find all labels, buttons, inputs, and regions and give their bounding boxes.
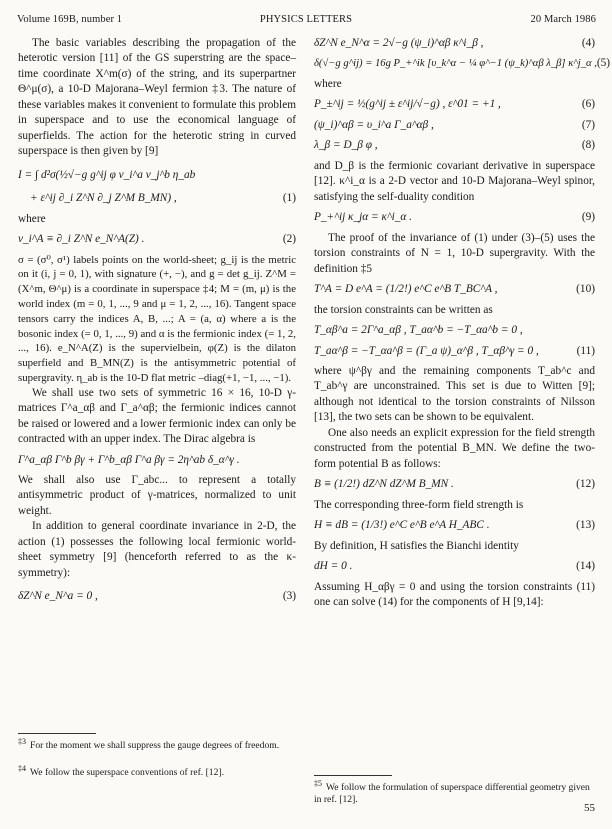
- equation-14: [314, 559, 595, 574]
- equation-number: (4): [581, 37, 595, 49]
- equation-number: (9): [581, 211, 595, 224]
- paragraph-bianchi: By definition, H satisfies the Bianchi identity: [314, 539, 519, 552]
- equation-text: Γ^a_αβ Γ^b βγ + Γ^b_αβ Γ^a βγ = 2η^ab δ_α^γ .: [18, 453, 240, 466]
- equation-number: (14): [576, 560, 595, 573]
- equation-1b: [18, 191, 296, 206]
- equation-number: (5): [596, 57, 611, 70]
- footnote-4: ‡4 We follow the superspace conventions of ref. [12].: [18, 763, 224, 778]
- equation-number: (11): [576, 344, 595, 357]
- equation-13: [314, 518, 595, 533]
- equation-8: [314, 138, 595, 153]
- equation-7: [314, 118, 595, 133]
- equation-text: + ε^ij ∂_i Z^N ∂_j Z^M B_MN) ,: [30, 192, 177, 205]
- equation-text: T^A = D e^A = (1/2!) e^C e^B T_BC^A ,: [314, 283, 498, 296]
- equation-number: (2): [282, 233, 296, 246]
- paragraph-field-strength: One also needs an explicit expression for the field strength constructed from the potential B_MN. We define the two-form potential B as follows:: [314, 426, 595, 470]
- equation-11b: [314, 344, 595, 359]
- equation-number: (7): [581, 118, 595, 131]
- equation-text: T_aα^β = −T_αa^β = (Γ_a ψ)_α^β , T_αβ^γ = 0 ,: [314, 344, 539, 357]
- word-where: where: [18, 212, 46, 225]
- paragraph-gamma-matrices: We shall use two sets of symmetric 16 × 16, 10-D γ-matrices Γ^a_αβ and Γ_a^αβ; the fermionic indices cannot be raised or lowered and a lower fermionic index can only be contracted with an upper index. The Dirac algebra is: [18, 386, 296, 446]
- equation-2: [18, 232, 296, 247]
- footnote-text: For the moment we shall suppress the gauge degrees of freedom.: [30, 740, 280, 751]
- equation-text: T_αβ^a = 2Γ^a_αβ , T_aα^b = −T_αa^b = 0 ,: [314, 324, 523, 337]
- paragraph-antisymmetric: We shall also use Γ_abc... to represent a totally antisymmetric product of γ-matrices, normalized to unit weight.: [18, 474, 296, 517]
- equation-number: (3): [282, 590, 296, 603]
- footnote-5: ‡5 We follow the formulation of superspace differential geometry given in ref. [12].: [314, 778, 590, 806]
- footnote-text: We follow the superspace conventions of ref. [12].: [30, 767, 224, 778]
- equation-number: (1): [282, 192, 296, 205]
- equation-number: (6): [581, 98, 595, 111]
- equation-12: [314, 477, 595, 492]
- equation-text: δZ^N e_N^α = 2√−g (ψ_i)^αβ κ^i_β ,: [314, 37, 484, 49]
- paragraph-assuming: Assuming H_αβγ = 0 and using the torsion constraints (11) one can solve (14) for the components of H [9,14]:: [314, 580, 595, 609]
- equation-number: (8): [581, 139, 595, 152]
- equation-text: δZ^N e_N^a = 0 ,: [18, 590, 98, 603]
- header-volume: Volume 169B, number 1: [17, 14, 123, 25]
- equation-text: I = ∫ d²σ(½√−g g^ij φ v_i^a v_j^b η_ab: [18, 168, 196, 181]
- equation-number: (12): [576, 478, 595, 491]
- paragraph-witten: where ψ^βγ and the remaining components T_ab^c and T_ab^γ are unconstrained. This set is due to Witten [9]; although not identical to the torsion constraints of Nilsson [13], the two sets can be shown to be equivalent.: [314, 365, 595, 424]
- footnote-text: We follow the formulation of superspace differential geometry given in ref. [12].: [314, 782, 590, 806]
- equation-number: (10): [576, 283, 595, 296]
- paragraph-three-form: The corresponding three-form field strength is: [314, 498, 524, 511]
- word-where: where: [314, 77, 342, 90]
- equation-text: H ≡ dB = (1/3!) e^C e^B e^A H_ABC .: [314, 519, 490, 532]
- equation-number: (13): [576, 519, 595, 532]
- paragraph-intro: The basic variables describing the propagation of the heterotic version [11] of the GS superstring are the space–time coordinate X^m(σ) of the string, and its superpartner Θ^μ(σ), a 10-D Majorana–Weyl fermion ‡3. The nature of these variables makes it convenient to formulate this problem in superspace and to use the economical language of superfields. The action for the heterotic string in curved superspace is then given by [9]: [18, 37, 296, 158]
- equation-text: (ψ_i)^αβ = υ_i^a Γ_a^αβ ,: [314, 118, 434, 131]
- equation-1a: [18, 168, 296, 183]
- header-journal: PHYSICS LETTERS: [259, 14, 353, 25]
- paragraph-definitions: σ = (σ⁰, σ¹) labels points on the world-sheet; g_ij is the metric on it (i, j = 0, 1), with signature (+, −), and g = det g_ij. Z^M = (X^m, Θ^μ) is a coordinate in superspace ‡4; M = (m, μ) is the world index (m = 0, 1, ..., 9 and μ = 1, 2, ..., 16). Tangent space tensors carry the indices A, B, ...; A = (a, α) where a is the bosonic index (= 0, 1, ..., 9) and α is the fermionic index (= 1, 2, ..., 16). e_N^A(Z) is the supervielbein, φ(Z) is the dilaton superfield and B_MN(Z) is the antisymmetric potential of supergravity. η_ab is the 10-D flat metric –diag(+1, −1, ..., −1).: [18, 253, 296, 384]
- equation-text: P_±^ij = ½(g^ij ± ε^ij/√−g) , ε^01 = +1 ,: [314, 98, 501, 111]
- equation-6: [314, 97, 595, 112]
- equation-text: P_+^ij κ_jα = κ^i_α .: [314, 211, 413, 224]
- header-date: 20 March 1986: [530, 14, 596, 25]
- equation-4: [314, 36, 595, 51]
- right-column: [314, 36, 611, 611]
- equation-text: v_i^A ≡ ∂_i Z^N e_N^A(Z) .: [18, 233, 145, 246]
- paragraph-covariant-derivative: and D_β is the fermionic covariant derivative in superspace [12]. κ^i_α is a 2-D vector and 10-D Majorana–Weyl spinor, satisfying the self-duality condition: [314, 159, 595, 203]
- equation-text: B ≡ (1/2!) dZ^N dZ^M B_MN .: [314, 478, 454, 491]
- equation-3: [18, 589, 296, 604]
- equation-5: [314, 56, 611, 72]
- equation-10: [314, 282, 595, 297]
- paragraph-torsion-intro: the torsion constraints can be written as: [314, 303, 493, 316]
- paragraph-kappa-symmetry: In addition to general coordinate invariance in 2-D, the action (1) possesses the following local fermionic world-sheet symmetry [9] (henceforth referred to as the κ-symmetry):: [18, 520, 296, 579]
- equation-text: λ_β = D_β φ ,: [314, 139, 378, 152]
- equation-11a: [314, 323, 595, 338]
- equation-9: [314, 210, 595, 225]
- page-number: 55: [584, 802, 595, 814]
- equation-dirac: [18, 453, 296, 468]
- footnote-rule-left: [18, 733, 96, 734]
- equation-text: dH = 0 .: [314, 560, 353, 573]
- left-column: [18, 36, 296, 613]
- paragraph-proof: The proof of the invariance of (1) under (3)–(5) uses the torsion constraints of N = 1, 10-D supergravity. With the definition ‡5: [314, 231, 595, 275]
- footnote-3: ‡3 For the moment we shall suppress the gauge degrees of freedom.: [18, 736, 280, 751]
- footnote-rule-right: [314, 775, 392, 776]
- equation-text: δ(√−g g^ij) = 16g P_+^ik [υ_k^α − ¼ φ^−1 (ψ_k)^αβ λ_β] κ^j_α ,: [314, 58, 597, 70]
